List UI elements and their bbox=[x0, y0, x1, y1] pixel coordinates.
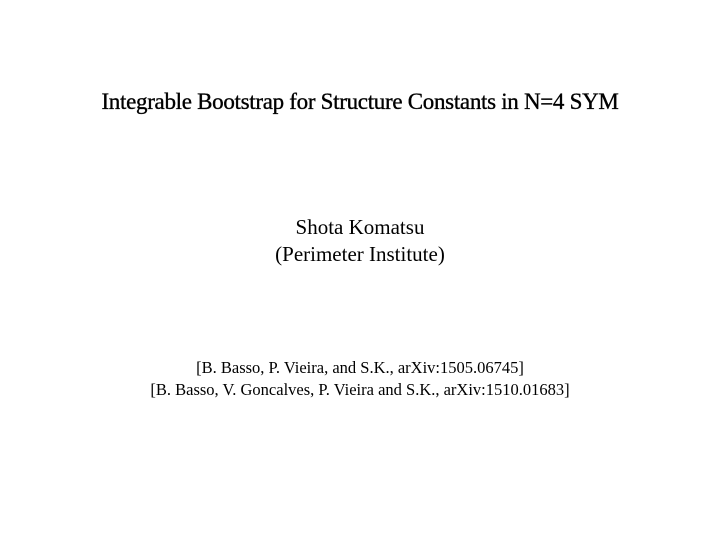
references bbox=[0, 357, 720, 401]
author-block bbox=[0, 214, 720, 268]
slide-title: Integrable Bootstrap for Structure Constants in N=4 SYM bbox=[101, 89, 619, 114]
author-affiliation: (Perimeter Institute) bbox=[275, 242, 445, 266]
author-name: Shota Komatsu bbox=[295, 215, 425, 239]
reference-1: [B. Basso, P. Vieira, and S.K., arXiv:1505.06745] bbox=[196, 358, 524, 377]
reference-2: [B. Basso, V. Goncalves, P. Vieira and S.K., arXiv:1510.01683] bbox=[150, 380, 570, 399]
